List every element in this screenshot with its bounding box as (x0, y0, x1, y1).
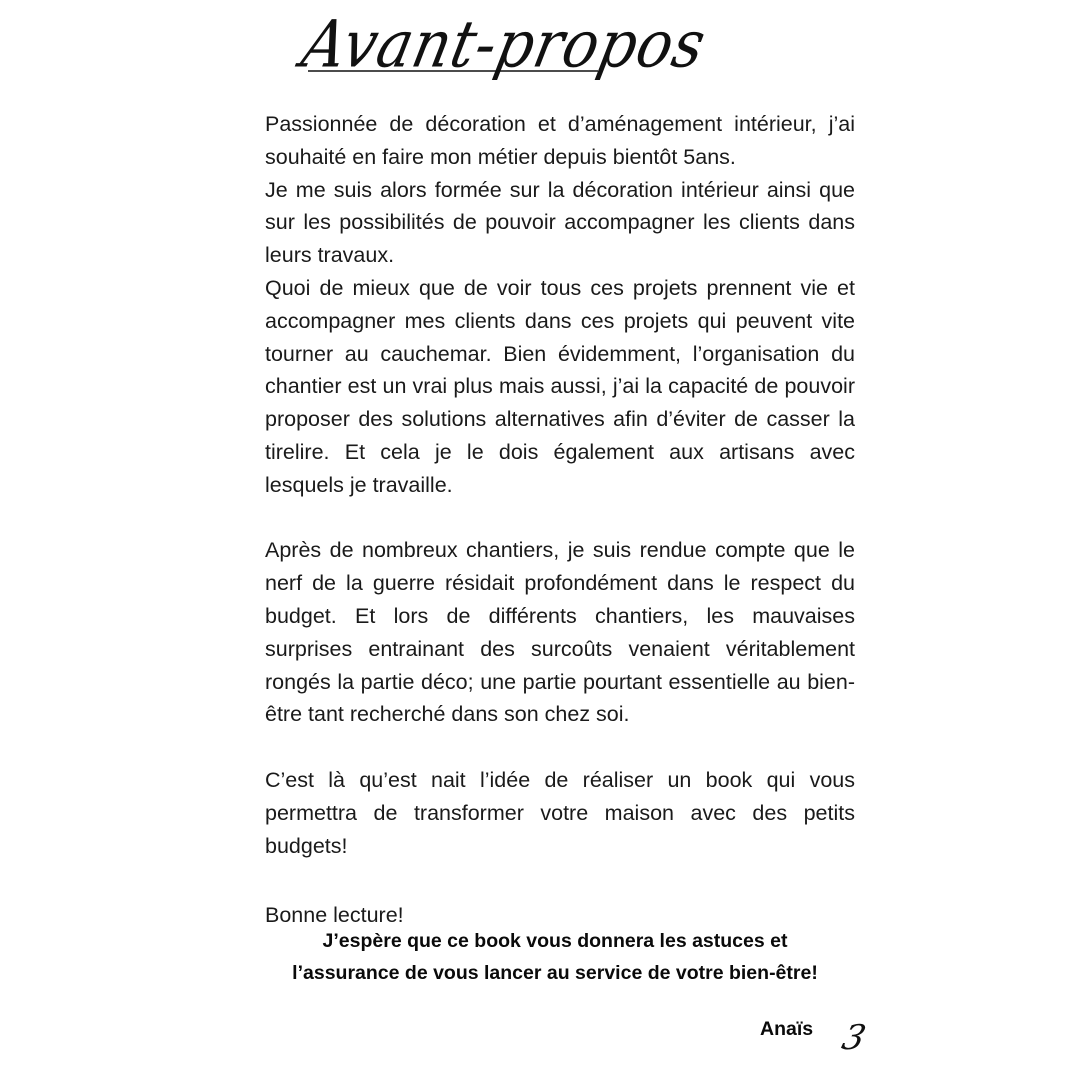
paragraph-gap (265, 502, 855, 535)
paragraph-intro: Passionnée de décoration et d’aménagement intérieur, j’ai souhaité en faire mon métier depuis bientôt 5ans. (265, 112, 855, 169)
body-text (265, 108, 855, 862)
page-title: Avant-propos (295, 6, 713, 83)
page-number: 3 (838, 1018, 870, 1058)
paragraph-training: Je me suis alors formée sur la décoration intérieur ainsi que sur les possibilités de pouvoir accompagner les clients dans leurs travaux. (265, 177, 855, 268)
closing-line: Bonne lecture! (265, 903, 404, 927)
author-signature: Anaïs (760, 1018, 814, 1040)
paragraph-gap (265, 731, 855, 764)
paragraph-projects: Quoi de mieux que de voir tous ces projets prennent vie et accompagner mes clients dans ces projets qui peuvent vite tourner au cauchemar. Bien évidemment, l’organisation du chantier est un vrai plus mais aussi, j’ai la capacité de pouvoir proposer des solutions alternatives afin d’éviter de casser la tirelire. Et cela je le dois également aux artisans avec lesquels je travaille. (265, 275, 855, 497)
paragraph-book: C’est là qu’est nait l’idée de réaliser un book qui vous permettra de transformer votre maison avec des petits budgets! (265, 767, 855, 858)
emphasis-message: J’espère que ce book vous donnera les astuces et l’assurance de vous lancer au service de votre bien-être! (292, 930, 818, 984)
paragraph-budget: Après de nombreux chantiers, je suis rendue compte que le nerf de la guerre résidait profondément dans le respect du budget. Et lors de différents chantiers, les mauvaises surprises entrainant des surcoûts venaient véritablement rongés la partie déco; une partie pourtant essentielle au bien-être tant recherché dans son chez soi. (265, 538, 855, 727)
title-flourish (308, 70, 598, 72)
